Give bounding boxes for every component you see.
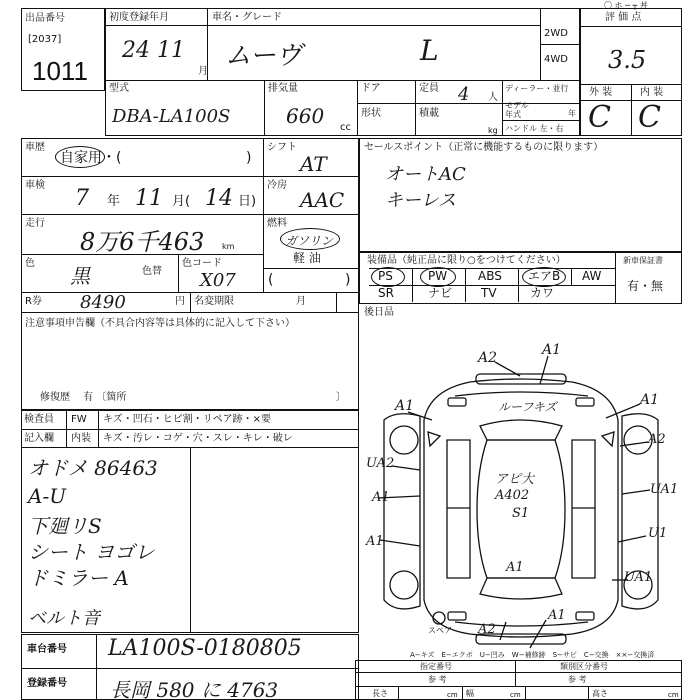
note-au: A-U <box>28 484 67 508</box>
warranty-value: 有・無 <box>627 279 664 293</box>
interior-label: 内 装 <box>640 87 664 98</box>
color-label: 色 <box>25 258 35 269</box>
inspection-day-unit: 日) <box>238 194 257 209</box>
equipment-label: 装備品（純正品に限り○をつけてください） <box>367 255 566 266</box>
mark-front-a2: A2 <box>478 350 498 366</box>
capacity-value: 4 <box>458 84 470 105</box>
sales-line2: キーレス <box>385 190 457 211</box>
fuel-close-paren: ) <box>345 272 351 288</box>
lot-number: 1011 <box>32 56 88 86</box>
mark-left-front-a1: A1 <box>395 398 415 414</box>
color-code-value: X07 <box>200 270 236 291</box>
spare-label: スペア <box>428 626 452 635</box>
equip-ps-circle <box>371 267 405 287</box>
inspection-day: 14 <box>205 186 233 211</box>
history-close: ) <box>246 150 252 166</box>
drive-4wd: 4WD <box>544 54 568 65</box>
mark-rear-a1b: A1 <box>548 608 566 623</box>
person-unit: 人 <box>488 92 498 103</box>
fuel-label: 燃料 <box>267 218 287 229</box>
bottom-label2: 類別区分番号 <box>560 662 608 671</box>
first-reg-month-suffix: 月 <box>198 66 208 77</box>
door-label: ドア <box>361 83 381 94</box>
mark-left-ua2: UA2 <box>366 456 395 471</box>
mark-rear-a1: A1 <box>506 560 524 575</box>
rating-label: 評 価 点 <box>605 12 642 23</box>
color-value: 黒 <box>70 264 90 288</box>
mileage-unit: km <box>222 242 235 251</box>
length-label: 長さ <box>372 689 388 698</box>
equip-leather: カワ <box>530 286 555 300</box>
displacement-value: 660 <box>286 104 325 128</box>
windshield-note: アピ大 <box>495 472 535 487</box>
equip-airbag: エアB <box>528 269 561 283</box>
fuel-gasoline: ガソリン <box>285 234 334 248</box>
width-cm: cm <box>510 691 521 699</box>
mileage-value: 8万6千463 <box>80 228 205 256</box>
glass-note2: S1 <box>512 506 530 521</box>
bottom-ref2: 参 考 <box>568 675 587 684</box>
handle-label: ハンドル 左・右 <box>505 124 564 133</box>
history-value: 自家用・( <box>60 150 122 166</box>
lot-code: [2037] <box>28 34 62 45</box>
width-label: 幅 <box>466 689 474 698</box>
note-belt: ベルト音 <box>28 608 100 629</box>
history-label: 車歴 <box>25 142 45 153</box>
chassis-value: LA100S-0180805 <box>108 636 302 661</box>
recycle-value: 8490 <box>80 292 126 313</box>
equip-airbag-circle <box>522 267 566 287</box>
first-reg-label: 初度登録年月 <box>109 12 169 23</box>
exterior-value: C <box>588 100 611 135</box>
mileage-label: 走行 <box>25 218 45 229</box>
mark-right-ua1: UA1 <box>650 482 679 497</box>
dealer-label: ディーラー・並行 <box>505 84 569 93</box>
fuel-diesel: 軽 油 <box>293 251 321 265</box>
mark-left-rear-a1: A1 <box>366 534 384 549</box>
equip-ps: PS <box>378 269 393 283</box>
shift-label: シフト <box>267 142 297 153</box>
repair-label: 修復歴 有 〔箇所 <box>40 392 127 403</box>
inspection-year: 7 <box>75 186 89 211</box>
sales-line1: オートAC <box>385 164 466 185</box>
exterior-label: 外 装 <box>589 87 613 98</box>
inspection-year-unit: 年 <box>107 194 121 209</box>
grade-value: L <box>420 34 439 67</box>
sales-label: セールスポイント（正常に機能するものに限ります） <box>364 142 604 153</box>
first-reg-value: 24 11 <box>122 38 185 63</box>
model-year-label: モデル年式 <box>505 101 529 119</box>
fw-label: FW <box>71 414 87 425</box>
glass-note: A402 <box>495 488 530 503</box>
interior-label-row: 内装 <box>71 433 91 444</box>
ac-value: AAC <box>300 188 345 212</box>
height-label: 高さ <box>592 689 608 698</box>
equip-abs: ABS <box>478 269 502 283</box>
model-label: 型式 <box>109 83 129 94</box>
length-cm: cm <box>447 691 458 699</box>
car-name-value: ムーヴ <box>225 41 302 71</box>
equip-tv: TV <box>481 286 497 300</box>
roof-note: ルーフキズ <box>498 400 557 414</box>
equip-navi: ナビ <box>428 286 453 300</box>
shift-value: AT <box>300 152 327 176</box>
expiry-label: 名変期限 <box>194 296 234 307</box>
registration-value: 長岡 580 に 4763 <box>110 678 279 700</box>
recycle-label: R券 <box>25 296 42 307</box>
equip-aw: AW <box>582 269 602 283</box>
interior-value: C <box>638 100 661 135</box>
cc-unit: cc <box>340 122 351 133</box>
equip-sr: SR <box>378 286 394 300</box>
chassis-label: 車台番号 <box>27 644 67 655</box>
bottom-label1: 指定番号 <box>420 662 452 671</box>
lot-label: 出品番号 <box>25 13 65 24</box>
inspection-label: 車検 <box>25 180 45 191</box>
load-label: 積載 <box>419 108 439 119</box>
mark-right-a2: A2 <box>648 432 666 447</box>
warranty-label: 新車保証書 <box>623 256 663 265</box>
repair-close: 〕 <box>336 392 346 403</box>
inspection-month: 11 <box>135 186 163 211</box>
inspection-month-unit: 月( <box>172 194 191 209</box>
note-odometer: オドメ 86463 <box>28 456 158 480</box>
kg-unit: kg <box>488 126 498 135</box>
interior-row: キズ・汚レ・コゲ・穴・スレ・キレ・破レ <box>103 433 293 444</box>
car-name-label: 車名・グレード <box>212 12 282 23</box>
mark-right-rear-ua1: UA1 <box>624 570 653 585</box>
mark-front-a1: A1 <box>542 342 562 358</box>
corner-mark: 〇 ホ ─ ┬ 丼 <box>604 1 648 10</box>
color-code-label: 色コード <box>182 258 222 269</box>
drive-2wd: 2WD <box>544 28 568 39</box>
expiry-month-unit: 月 <box>296 296 306 307</box>
fuel-open-paren: ( <box>268 272 274 288</box>
capacity-label: 定員 <box>419 83 439 94</box>
bottom-ref: 参 考 <box>428 675 447 684</box>
shape-label: 形状 <box>361 108 381 119</box>
mark-left-a1: A1 <box>372 490 390 505</box>
note-mirror: ドミラー A <box>28 566 129 590</box>
notes-label: 注意事項申告欄（不具合内容等は具体的に記入して下さい） <box>25 318 295 329</box>
damage-legend: A−キズ E−エクボ U−凹み W−補修跡 S−サビ C−交換 ××−交換済 <box>410 651 655 659</box>
after-label: 後日品 <box>364 307 394 318</box>
height-cm: cm <box>668 691 679 699</box>
model-value: DBA-LA100S <box>112 106 231 127</box>
color-tone-label: 色替 <box>142 266 162 277</box>
exterior-row: キズ・凹石・ヒビ割・リペア跡・×要 <box>103 414 271 425</box>
registration-label: 登録番号 <box>27 678 67 689</box>
recycle-yen: 円 <box>175 296 185 307</box>
mark-right-u1: U1 <box>648 526 668 541</box>
inspector-label: 検査員 <box>24 414 54 425</box>
displacement-label: 排気量 <box>268 83 298 94</box>
note-seat: シート ヨゴレ <box>28 540 155 564</box>
equip-pw-circle <box>420 267 456 287</box>
history-circle <box>55 146 105 168</box>
equip-pw: PW <box>428 269 448 283</box>
fuel-circle <box>280 228 340 250</box>
note-underbody: 下廻リS <box>28 514 102 538</box>
rating-score: 3.5 <box>608 46 647 74</box>
fill-label: 記入欄 <box>24 433 54 444</box>
mark-right-front-a1: A1 <box>640 392 660 408</box>
year-unit: 年 <box>568 109 576 118</box>
ac-label: 冷房 <box>267 180 287 191</box>
mark-rear-a2: A2 <box>478 622 496 637</box>
